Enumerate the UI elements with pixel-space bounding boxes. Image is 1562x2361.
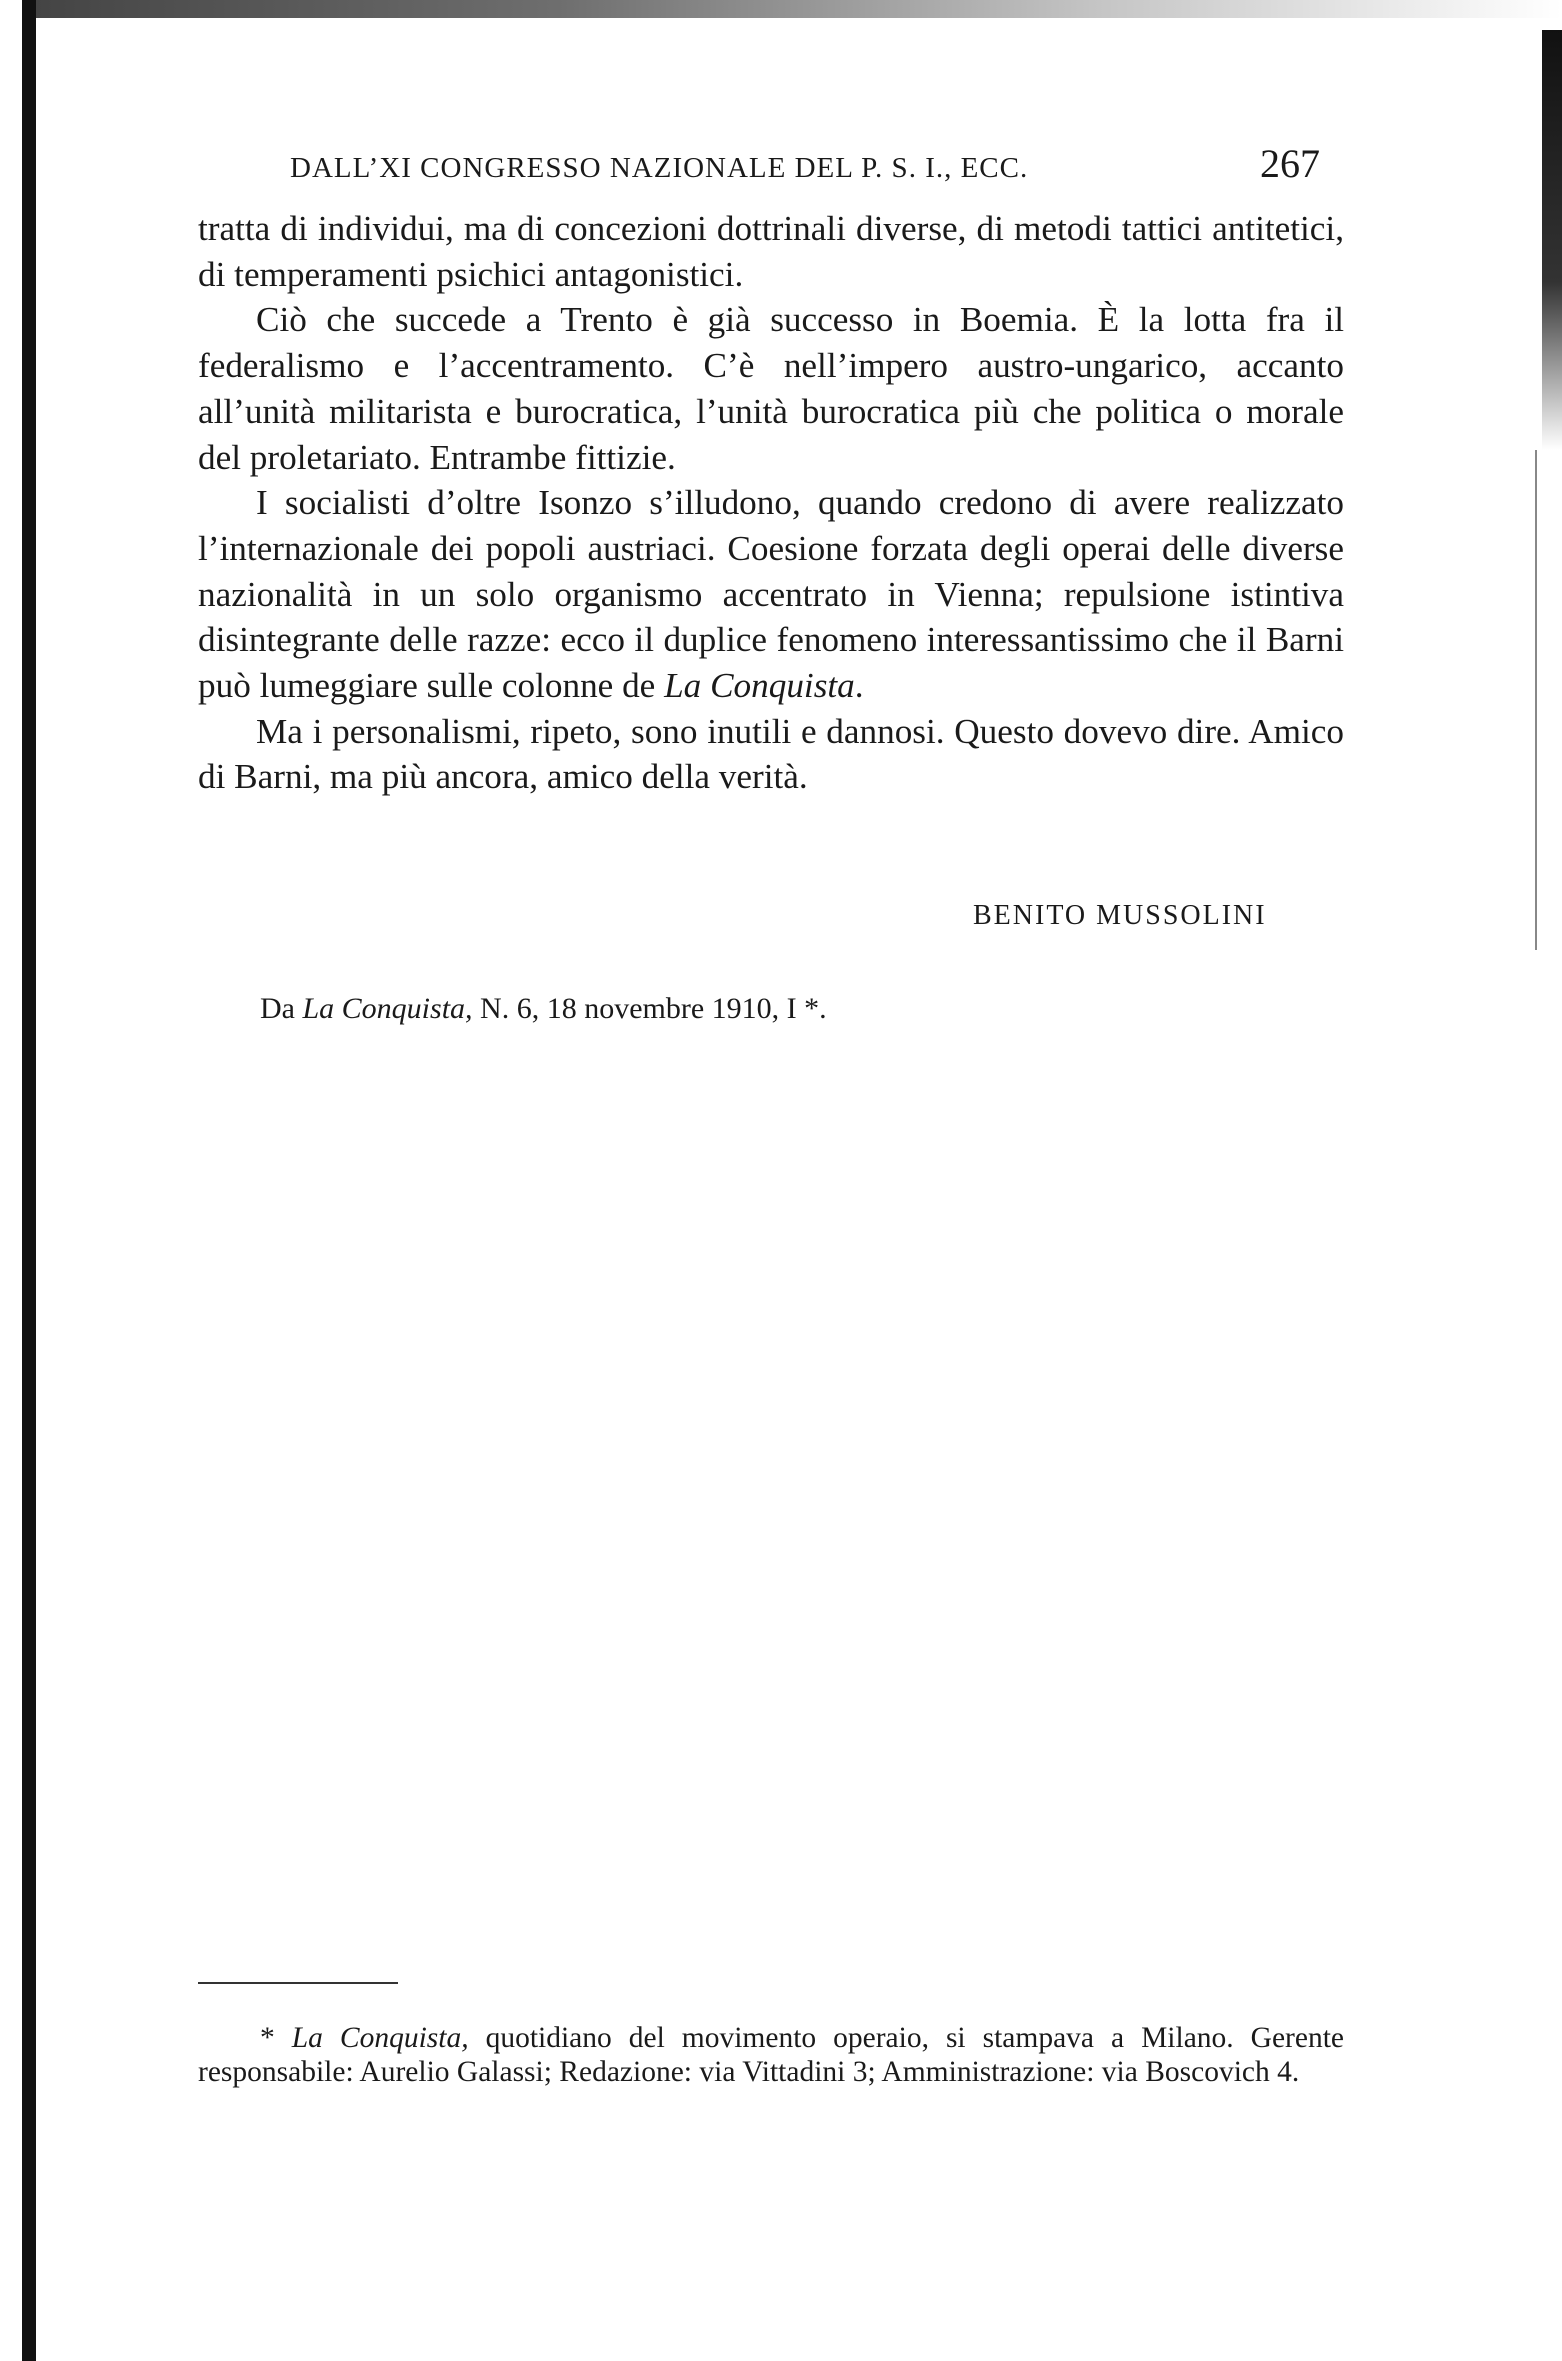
page-number: 267: [1260, 141, 1320, 186]
footnote-text: [198, 2021, 1344, 2089]
running-head: DALL’XI CONGRESSO NAZIONALE DEL P. S. I., ECC.: [290, 152, 1029, 184]
footnote: [198, 2021, 1344, 2089]
source-title: La Conquista,: [302, 992, 473, 1025]
footnote-marker: *: [260, 2022, 292, 2054]
paragraph-3-journal-title: La Conquista: [664, 666, 855, 706]
scan-right-edge: [1542, 30, 1562, 450]
paragraph-2: Ciò che succede a Trento è già successo in Boemia. È la lotta fra il federalismo e l’accentramento. C’è nell’impero austro-ungarico, accanto all’unità militarista e burocratica, l’unità burocratica più che politica o morale del proletariato. Entrambe fittizie.: [198, 300, 1344, 477]
paragraph-1: tratta di individui, ma di concezioni dottrinali diverse, di metodi tattici antitetici, di temperamenti psichici antagonistici.: [198, 209, 1344, 294]
footnote-rule: [198, 1982, 398, 1984]
page-header: [0, 140, 1562, 200]
source-citation: [260, 992, 827, 1026]
paragraph-3-text: I socialisti d’oltre Isonzo s’illudono, quando credono di avere realizzato l’internazionale dei popoli austriaci. Coesione forzata degli operai delle diverse nazionalità in un solo organismo accentrato in Vienna; repulsione istintiva disintegrante delle razze: ecco il duplice fenomeno interessantissimo che il Barni può lumeggiare sulle colonne de: [198, 483, 1344, 706]
scan-right-line: [1535, 450, 1537, 950]
scan-left-edge: [22, 0, 36, 2361]
source-rest: N. 6, 18 novembre 1910, I *.: [472, 992, 827, 1025]
signature: BENITO MUSSOLINI: [973, 900, 1267, 931]
footnote-title: La Conquista,: [291, 2022, 469, 2054]
footnote-body: quotidiano del movimento operaio, si stampava a Milano. Gerente responsabile: Aurelio Galassi; Redazione: via Vittadini 3; Amministrazione: via Boscovich 4.: [198, 2022, 1344, 2088]
paragraph-4: Ma i personalismi, ripeto, sono inutili e dannosi. Questo dovevo dire. Amico di Barni, ma più ancora, amico della verità.: [198, 711, 1344, 797]
scan-top-edge: [22, 0, 1562, 18]
paragraph-3-end: .: [854, 666, 864, 706]
paragraph-3: [198, 480, 1344, 709]
source-prefix: Da: [260, 992, 303, 1025]
body-text: [198, 206, 1344, 800]
